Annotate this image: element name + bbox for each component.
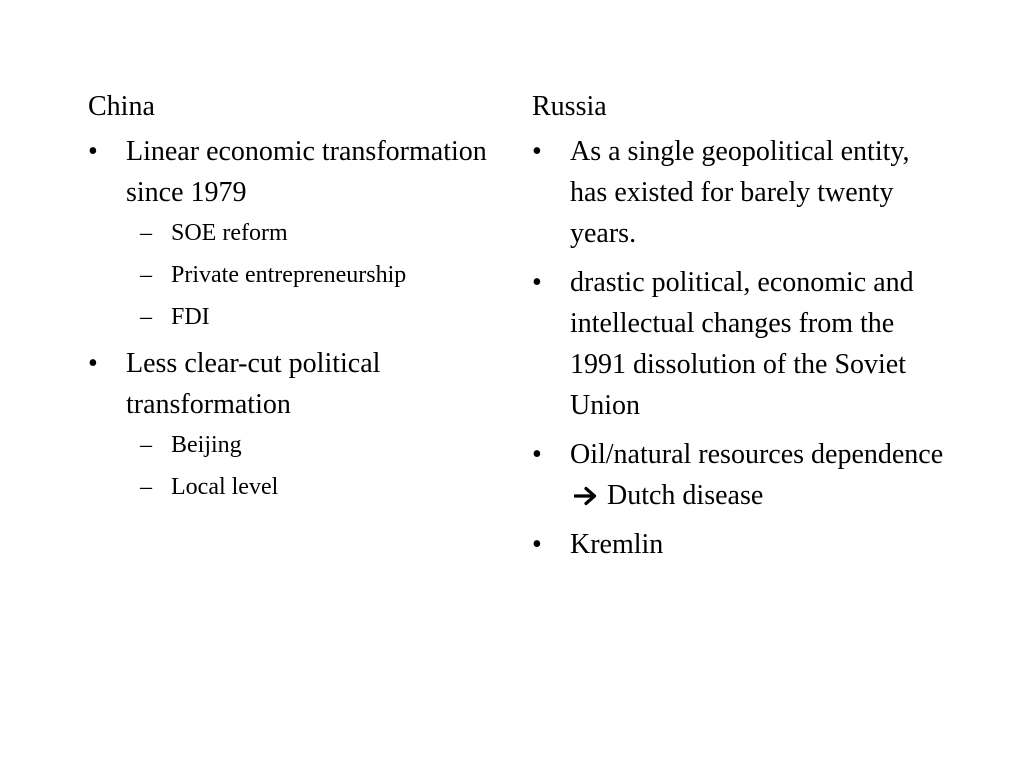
list-item [532,131,952,254]
dash-glyph: – [140,432,152,458]
bullet-glyph: • [88,136,98,167]
column-heading-china: China [88,91,155,122]
dash-glyph: – [140,304,152,330]
bullet-text: Kremlin [570,529,664,560]
sub-bullet-text: SOE reform [171,220,288,246]
bullet-text-before-arrow: Oil/natural resources dependence [570,439,944,470]
column-heading-russia: Russia [532,91,607,122]
sub-list-item [126,217,508,249]
china-bullet-list [88,131,508,503]
sub-bullet-text: Local level [171,474,279,500]
sub-bullet-list [126,429,508,503]
russia-column [532,87,952,573]
bullet-glyph: • [532,529,542,560]
list-item [532,262,952,426]
list-item [88,343,508,503]
bullet-text: As a single geopolitical entity, has existed for barely twenty years. [570,136,910,249]
right-arrow-icon [574,486,598,506]
bullet-glyph: • [532,136,542,167]
bullet-glyph: • [88,348,98,379]
bullet-glyph: • [532,267,542,298]
sub-bullet-text: Private entrepreneurship [171,262,407,288]
sub-list-item [126,471,508,503]
sub-list-item [126,259,508,291]
sub-bullet-list [126,217,508,333]
dash-glyph: – [140,474,152,500]
list-item [88,131,508,333]
china-column [88,87,508,513]
sub-bullet-text: FDI [171,304,210,330]
russia-bullet-list [532,131,952,565]
list-item [532,524,952,565]
bullet-text-after-arrow: Dutch disease [607,480,764,511]
sub-list-item [126,301,508,333]
bullet-glyph: • [532,439,542,470]
dash-glyph: – [140,220,152,246]
list-item [532,434,952,516]
bullet-text: Less clear-cut political transformation [126,348,381,420]
sub-bullet-text: Beijing [171,432,242,458]
bullet-text: drastic political, economic and intellectual changes from the 1991 dissolution of the Soviet Union [570,267,914,421]
dash-glyph: – [140,262,152,288]
bullet-text: Linear economic transformation since 1979 [126,136,487,208]
sub-list-item [126,429,508,461]
